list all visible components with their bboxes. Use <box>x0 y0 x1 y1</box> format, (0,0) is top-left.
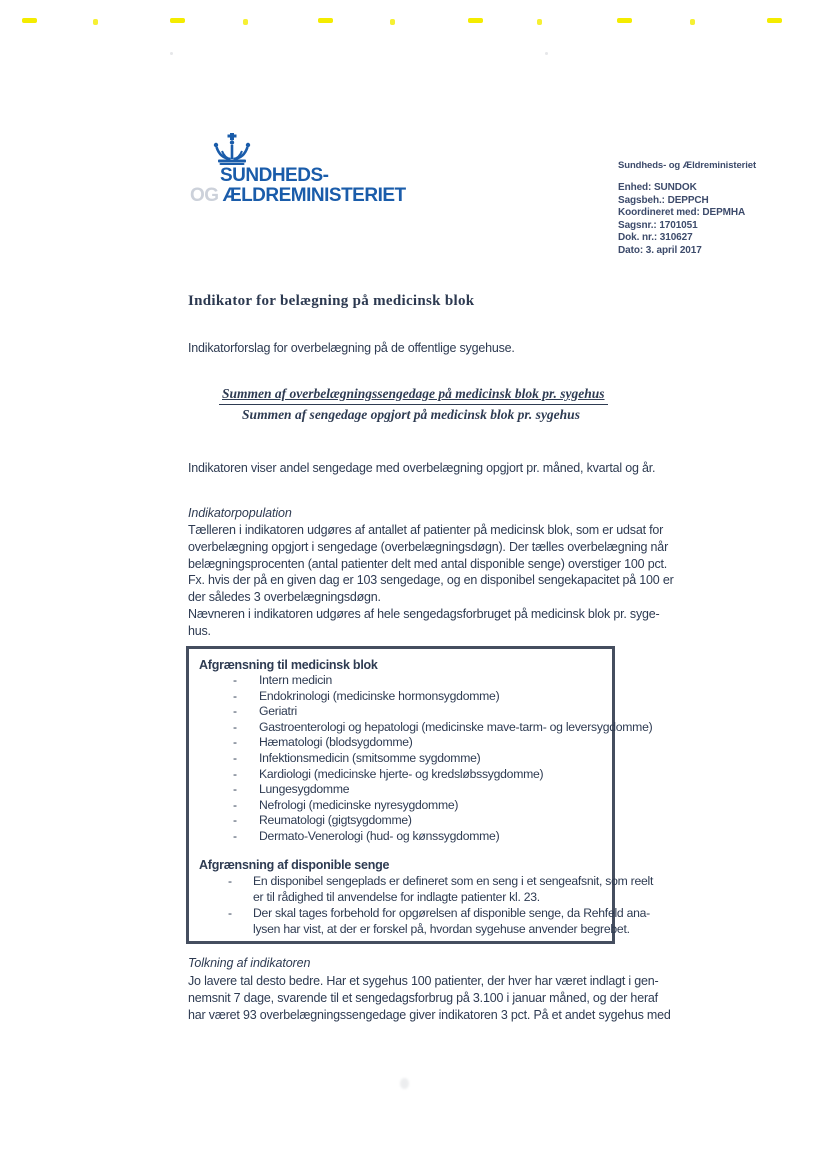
wordmark-ghost-og: OG <box>190 185 219 206</box>
list-item <box>199 704 602 720</box>
interpretation-paragraph <box>188 973 671 1024</box>
scan-mark <box>617 18 632 23</box>
scan-mark <box>170 18 185 23</box>
list-item-text: En disponibel sengeplads er defineret som en seng i et sengeafsnit, som reelt <box>253 873 654 888</box>
list-item-text: Endokrinologi (medicinske hormonsygdomme) <box>259 688 500 703</box>
paragraph-line: Jo lavere tal desto bedre. Har et sygehus 100 patienter, der hver har været indlagt i gen- <box>188 974 659 988</box>
scan-mark <box>537 19 542 25</box>
list-item-text: Geriatri <box>259 704 297 719</box>
list-item-text: Nefrologi (medicinske nyresygdomme) <box>259 797 459 812</box>
list-item-text: Der skal tages forbehold for opgørelsen af disponible senge, da Rehfeld ana- <box>253 905 650 920</box>
ministry-wordmark <box>190 166 406 206</box>
list-item-text: Hæmatologi (blodsygdomme) <box>259 735 413 750</box>
list-item <box>199 735 602 751</box>
letterhead-lines <box>618 182 756 258</box>
scan-mark <box>243 19 248 25</box>
letterhead-line: Sagsbeh.: DEPPCH <box>618 194 709 206</box>
list-item-dash: - <box>233 828 237 843</box>
paragraph-line: der således 3 overbelægningsdøgn. <box>188 590 381 605</box>
list-item <box>199 905 650 921</box>
list-item-dash: - <box>233 688 237 703</box>
list-item-dash: - <box>228 873 232 888</box>
letterhead <box>618 160 756 258</box>
list-item <box>199 813 602 829</box>
list-item-dash: - <box>233 719 237 734</box>
list-item <box>199 921 630 937</box>
wordmark-line1: SUNDHEDS- <box>220 165 329 186</box>
letterhead-ministry: Sundheds- og Ældreministeriet <box>618 160 757 171</box>
scan-mark <box>390 19 395 25</box>
scan-mark <box>22 18 37 23</box>
list-item-text: Gastroenterologi og hepatologi (medicinske mave-tarm- og leversygdomme) <box>259 719 653 734</box>
indicator-formula <box>219 386 603 423</box>
list-item-dash: - <box>228 905 232 920</box>
population-heading: Indikatorpopulation <box>188 506 292 520</box>
wordmark-line2-text: ÆLDREMINISTERIET <box>222 185 406 206</box>
scan-mark <box>318 18 333 23</box>
list-item <box>199 689 602 705</box>
paragraph-line: belægningsprocenten (antal patienter delt med antal disponible senge) overstiger 100 pct. <box>188 556 668 571</box>
letterhead-line: Dato: 3. april 2017 <box>618 244 702 256</box>
formula-numerator: Summen af overbelægningssengedage på medicinsk blok pr. sygehus <box>219 386 608 405</box>
letterhead-line: Enhed: SUNDOK <box>618 182 697 193</box>
list-item-text: Reumatologi (gigtsygdomme) <box>259 813 412 828</box>
list-item <box>199 782 602 798</box>
scan-speck <box>545 52 548 55</box>
letterhead-line: Koordineret med: DEPMHA <box>618 207 746 219</box>
indicator-note: Indikatoren viser andel sengedage med overbelægning opgjort pr. måned, kvartal og år. <box>188 461 656 475</box>
scan-mark <box>767 18 782 23</box>
box-section2-heading: Afgrænsning af disponible senge <box>199 857 390 872</box>
wordmark-line2 <box>190 186 406 206</box>
list-item <box>199 767 602 783</box>
list-item-text: er til rådighed til anvendelse for indlagte patienter kl. 23. <box>253 889 540 904</box>
document-title: Indikator for belægning på medicinsk blok <box>188 293 475 309</box>
list-item-text: Dermato-Venerologi (hud- og kønssygdomme) <box>259 828 500 843</box>
scan-speck <box>170 52 173 55</box>
intro-text: Indikatorforslag for overbelægning på de offentlige sygehuse. <box>188 341 515 355</box>
formula-denominator: Summen af sengedage opgjort på medicinsk blok pr. sygehus <box>242 407 580 422</box>
list-item-dash: - <box>233 750 237 765</box>
list-item-text: lysen har vist, at der er forskel på, hvordan sygehuse anvender begrebet. <box>253 921 630 936</box>
list-item-text: Kardiologi (medicinske hjerte- og kredsløbssygdomme) <box>259 766 544 781</box>
list-item-dash: - <box>233 782 237 797</box>
scan-speck <box>400 1078 409 1089</box>
paragraph-line: Fx. hvis der på en given dag er 103 sengedage, og en disponibel sengekapacitet på 100 er <box>188 573 674 588</box>
list-item <box>199 889 602 905</box>
list-item <box>199 829 602 845</box>
paragraph-line: Nævneren i indikatoren udgøres af hele sengedagsforbruget på medicinsk blok pr. syge- <box>188 606 660 621</box>
list-item-text: Infektionsmedicin (smitsomme sygdomme) <box>259 750 481 765</box>
letterhead-line: Dok. nr.: 310627 <box>618 232 693 244</box>
list-item <box>199 798 602 814</box>
paragraph-line: Tælleren i indikatoren udgøres af antallet af patienter på medicinsk blok, som er udsat for <box>188 523 664 537</box>
list-item-dash: - <box>233 704 237 719</box>
list-item-text: Intern medicin <box>259 673 333 687</box>
population-paragraph <box>188 522 674 640</box>
medical-block-list <box>199 673 653 845</box>
crown-icon <box>213 133 251 165</box>
list-item-dash: - <box>233 766 237 781</box>
letterhead-line: Sagsnr.: 1701051 <box>618 219 698 231</box>
paragraph-line: har været 93 overbelægningssengedage giver indikatoren 3 pct. På et andet sygehus med <box>188 1008 671 1022</box>
list-item-text: Lungesygdomme <box>259 782 350 797</box>
list-item-dash: - <box>233 797 237 812</box>
scan-mark <box>93 19 98 25</box>
list-item-dash: - <box>233 673 237 687</box>
list-item-dash: - <box>233 735 237 750</box>
scan-mark <box>690 19 695 25</box>
paragraph-line: overbelægning opgjort i sengedage (overbelægningsdøgn). Der tælles overbelægning når <box>188 539 669 554</box>
definition-box <box>186 646 654 944</box>
box-section1-heading: Afgrænsning til medicinsk blok <box>199 658 378 672</box>
interpretation-heading: Tolkning af indikatoren <box>188 956 311 970</box>
list-item <box>199 873 654 889</box>
paragraph-line: hus. <box>188 623 211 638</box>
list-item <box>199 751 602 767</box>
list-item <box>199 719 653 736</box>
paragraph-line: nemsnit 7 dage, svarende til et sengedagsforbrug på 3.100 i januar måned, og der heraf <box>188 991 658 1005</box>
list-item <box>199 673 602 689</box>
available-beds-list <box>199 873 654 937</box>
list-item-dash: - <box>233 813 237 828</box>
scan-mark <box>468 18 483 23</box>
